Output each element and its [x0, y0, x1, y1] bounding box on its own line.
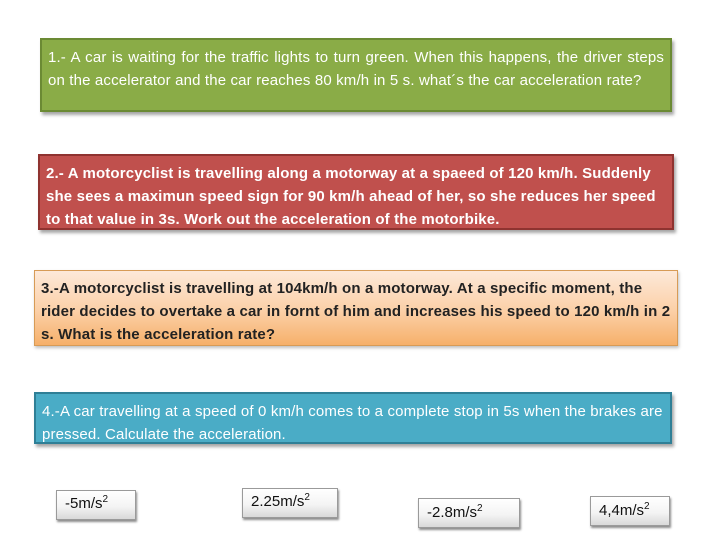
- answer-value: -2.8m/s: [427, 504, 478, 521]
- question-2-card: [38, 154, 674, 230]
- question-3-text: 3.-A motorcyclist is travelling at 104km/h on a motorway. At a specific moment, the rider decides to overtake a car in fornt of him and increases his speed to 120 km/h in 2 s. What is the acceleration rate?: [41, 280, 671, 343]
- answer-exponent: 2: [644, 501, 650, 512]
- answer-option-4[interactable]: [590, 496, 670, 526]
- question-3-card: [34, 270, 678, 346]
- answer-value: 4,4m/s: [599, 502, 645, 519]
- answer-exponent: 2: [304, 492, 310, 503]
- answer-value: 2.25m/s: [251, 493, 305, 510]
- answer-option-1[interactable]: [56, 490, 136, 520]
- question-4-card: [34, 392, 672, 444]
- answer-exponent: 2: [102, 494, 109, 505]
- answer-value: -5m/s: [65, 495, 103, 512]
- answer-option-2[interactable]: [242, 488, 338, 518]
- question-1-text: 1.- A car is waiting for the traffic lights to turn green. When this happens, the driver steps on the accelerator and the car reaches 80 km/h in 5 s. what´s the car acceleration rate?: [48, 49, 664, 89]
- question-1-card: [40, 38, 672, 112]
- question-4-text: 4.-A car travelling at a speed of 0 km/h comes to a complete stop in 5s when the brakes are pressed. Calculate the acceleration.: [42, 403, 663, 443]
- answer-option-3[interactable]: [418, 498, 520, 528]
- answer-exponent: 2: [477, 503, 483, 514]
- question-2-text: 2.- A motorcyclist is travelling along a motorway at a spaeed of 120 km/h. Suddenly she sees a maximun speed sign for 90 km/h ahead of her, so she reduces her speed to that value in 3s. Work out the acceleration of the motorbike.: [46, 165, 656, 228]
